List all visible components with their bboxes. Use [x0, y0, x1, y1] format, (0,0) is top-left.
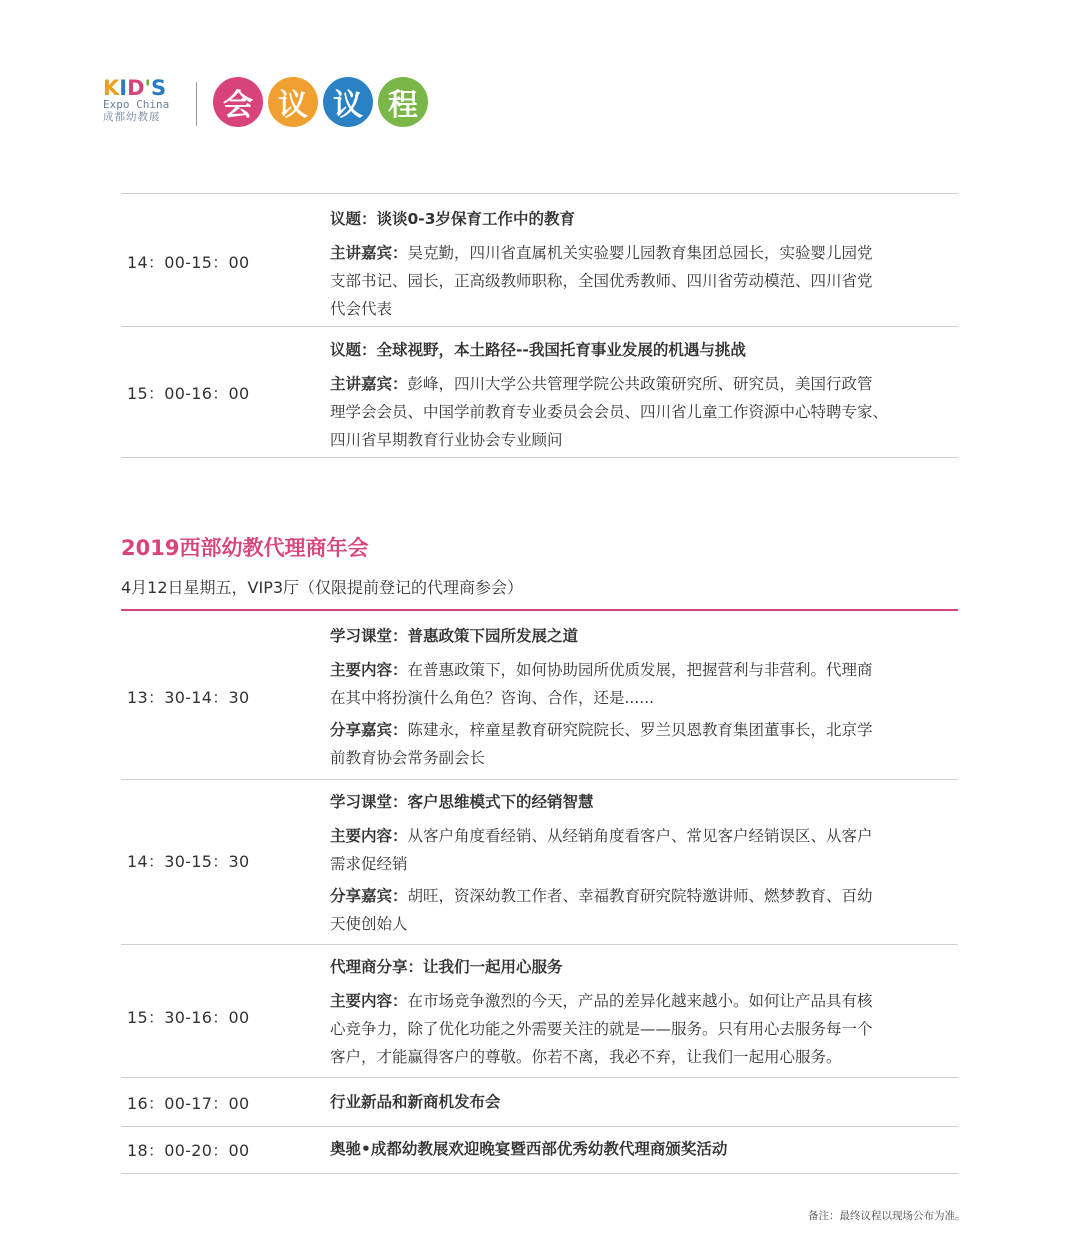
speaker-text: 彭峰，四川大学公共管理学院公共政策研究所、研究员，美国行政管	[407, 375, 873, 393]
agenda-content	[330, 1088, 910, 1116]
agenda-topic: 奥驰•成都幼教展欢迎晚宴暨西部优秀幼教代理商颁奖活动	[330, 1140, 728, 1158]
speaker-text: 代会代表	[330, 300, 393, 318]
agenda-content	[330, 336, 910, 454]
title-circle: 会	[213, 77, 263, 127]
section-divider	[121, 609, 958, 611]
agenda-row	[121, 1135, 958, 1171]
table-divider	[121, 193, 958, 194]
agenda-time: 18：00-20：00	[127, 1141, 250, 1160]
speaker-label: 主讲嘉宾：	[330, 244, 408, 262]
content-label: 主要内容：	[330, 661, 408, 679]
logo-letter: '	[144, 76, 151, 100]
content-label: 主要内容：	[330, 827, 408, 845]
table-divider	[121, 944, 958, 945]
agenda-time: 15：30-16：00	[127, 1008, 250, 1027]
agenda-content	[330, 788, 910, 938]
agenda-topic: 议题：全球视野，本土路径--我国托育事业发展的机遇与挑战	[330, 341, 746, 359]
title-circle: 程	[378, 77, 428, 127]
agenda-main-content	[330, 822, 910, 850]
logo-letter: D	[127, 76, 145, 100]
agenda-main-content	[330, 987, 910, 1015]
agenda-time: 14：30-15：30	[127, 852, 250, 871]
table-divider	[121, 779, 958, 780]
agenda-topic: 学习课堂：普惠政策下园所发展之道	[330, 627, 579, 645]
logo-letter: I	[119, 76, 128, 100]
agenda-topic: 代理商分享：让我们一起用心服务	[330, 958, 563, 976]
agenda-row	[121, 205, 958, 325]
content-text: 客户，才能赢得客户的尊敬。你若不离，我必不弃，让我们一起用心服务。	[330, 1048, 842, 1066]
agenda-topic: 议题：谈谈0-3岁保育工作中的教育	[330, 210, 576, 228]
content-label: 主要内容：	[330, 992, 408, 1010]
speaker-label: 分享嘉宾：	[330, 887, 408, 905]
table-divider	[121, 457, 958, 458]
agenda-time: 13：30-14：30	[127, 688, 250, 707]
section-title: 2019西部幼教代理商年会	[121, 536, 369, 560]
agenda-content	[330, 953, 910, 1071]
agenda-speaker	[330, 239, 910, 267]
content-text: 需求促经销	[330, 855, 408, 873]
agenda-row	[121, 1088, 958, 1124]
speaker-text: 前教育协会常务副会长	[330, 749, 486, 767]
agenda-content	[330, 1135, 910, 1163]
speaker-label: 分享嘉宾：	[330, 721, 408, 739]
speaker-text: 支部书记、园长，正高级教师职称，全国优秀教师、四川省劳动模范、四川省党	[330, 272, 873, 290]
agenda-content	[330, 622, 910, 772]
page-title	[213, 77, 433, 127]
table-divider	[121, 326, 958, 327]
header-divider	[196, 82, 197, 126]
speaker-text: 四川省早期教育行业协会专业顾问	[330, 431, 563, 449]
content-text: 从客户角度看经销、从经销角度看客户、常见客户经销误区、从客户	[407, 827, 873, 845]
speaker-text: 吴克勤，四川省直属机关实验婴儿园教育集团总园长，实验婴儿园党	[407, 244, 873, 262]
content-text: 在其中将扮演什么角色？咨询、合作，还是......	[330, 689, 655, 707]
logo-letter: K	[103, 76, 120, 100]
speaker-text: 陈建永，梓童星教育研究院院长、罗兰贝恩教育集团董事长，北京学	[407, 721, 873, 739]
agenda-time: 16：00-17：00	[127, 1094, 250, 1113]
agenda-topic: 行业新品和新商机发布会	[330, 1093, 501, 1111]
agenda-speaker	[330, 370, 910, 398]
agenda-time: 14：00-15：00	[127, 253, 250, 272]
speaker-text: 天使创始人	[330, 915, 408, 933]
agenda-speaker	[330, 882, 910, 910]
table-divider	[121, 1173, 958, 1174]
content-text: 心竞争力，除了优化功能之外需要关注的就是——服务。只有用心去服务每一个	[330, 1020, 873, 1038]
agenda-row	[121, 788, 958, 938]
content-text: 在普惠政策下，如何协助园所优质发展，把握营利与非营利。代理商	[407, 661, 873, 679]
agenda-speaker	[330, 716, 910, 744]
logo-letter: S	[150, 76, 167, 100]
logo-expo-text: Expo China	[103, 98, 170, 111]
logo-kids-wordmark	[103, 78, 183, 98]
speaker-text: 理学会会员、中国学前教育专业委员会会员、四川省儿童工作资源中心特聘专家、	[330, 403, 889, 421]
table-divider	[121, 1126, 958, 1127]
agenda-time: 15：00-16：00	[127, 384, 250, 403]
agenda-content	[330, 205, 910, 323]
kids-expo-logo	[103, 78, 183, 124]
agenda-row	[121, 953, 958, 1073]
title-circle: 议	[268, 77, 318, 127]
page-header	[103, 74, 703, 134]
footnote: 备注：最终议程以现场公布为准。	[808, 1210, 966, 1222]
content-text: 在市场竞争激烈的今天，产品的差异化越来越小。如何让产品具有核	[407, 992, 873, 1010]
table-divider	[121, 1077, 958, 1078]
speaker-text: 胡旺，资深幼教工作者、幸福教育研究院特邀讲师、燃梦教育、百幼	[407, 887, 873, 905]
speaker-label: 主讲嘉宾：	[330, 375, 408, 393]
agenda-main-content	[330, 656, 910, 684]
section-subtitle: 4月12日星期五，VIP3厅（仅限提前登记的代理商参会）	[121, 578, 524, 597]
agenda-row	[121, 336, 958, 456]
title-circle: 议	[323, 77, 373, 127]
logo-cn-text: 成都幼教展	[103, 111, 161, 123]
agenda-topic: 学习课堂：客户思维模式下的经销智慧	[330, 793, 594, 811]
agenda-row	[121, 622, 958, 772]
